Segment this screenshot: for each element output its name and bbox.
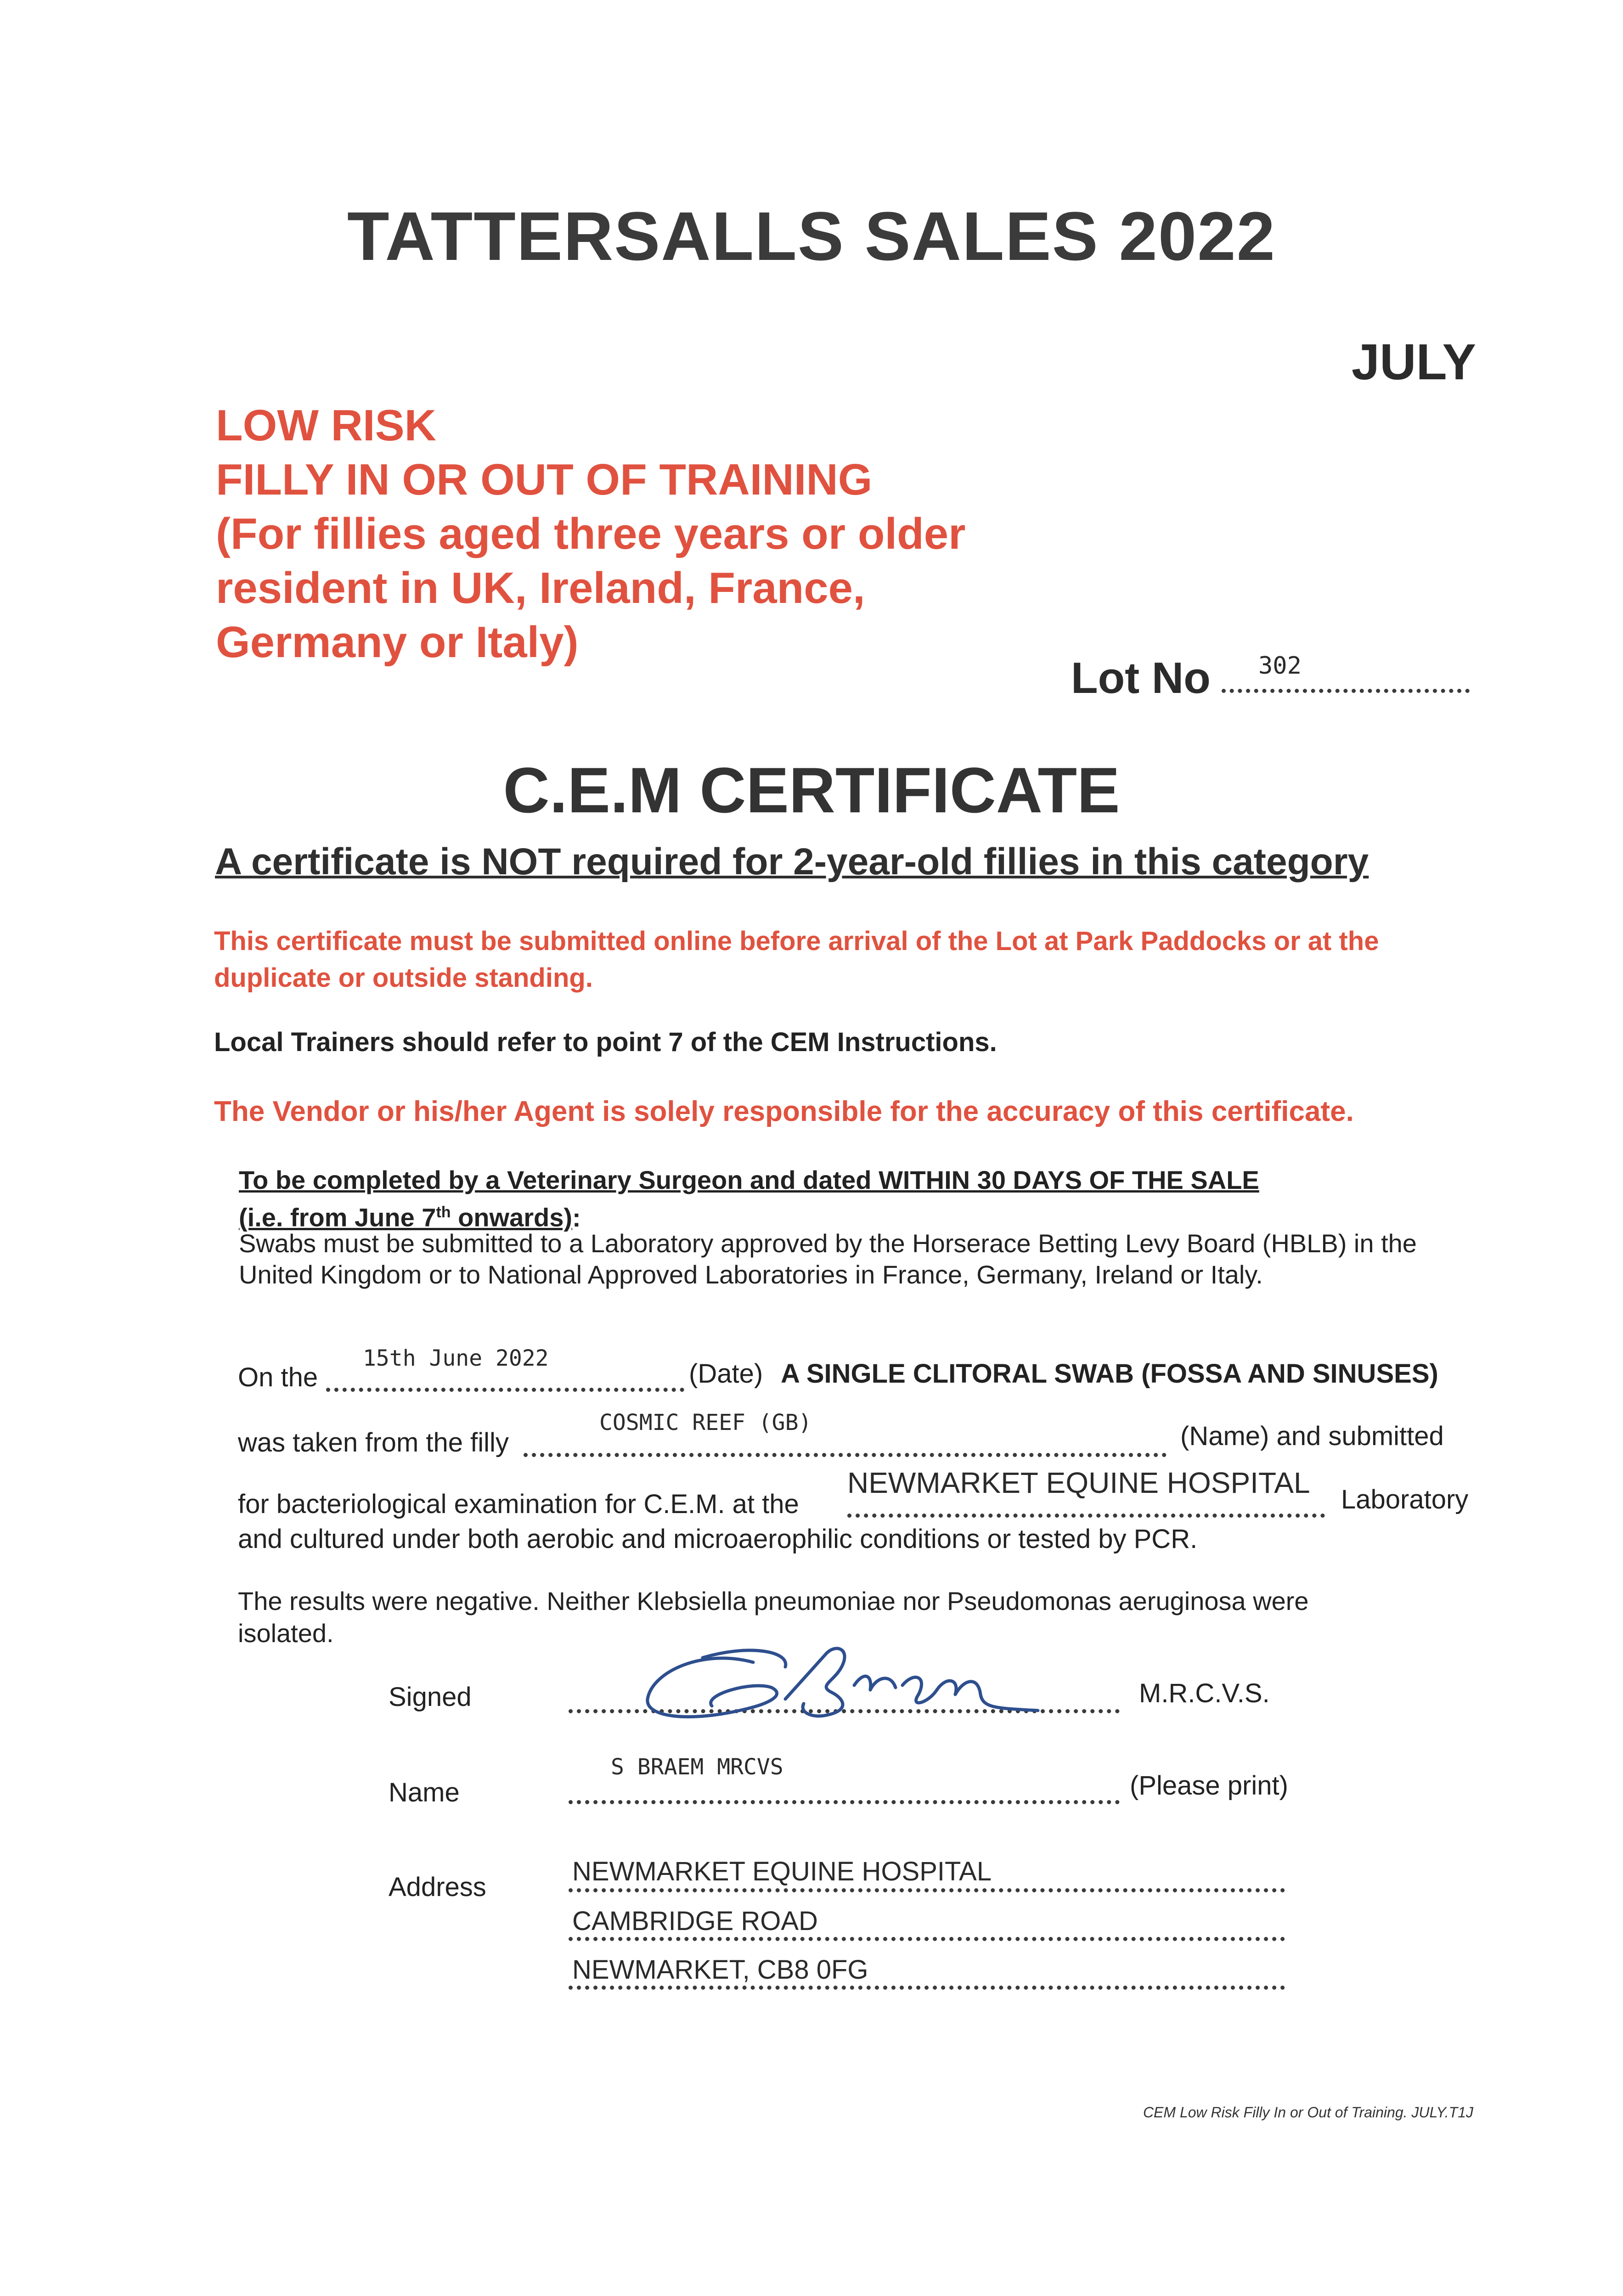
sale-month: JULY (1351, 334, 1476, 390)
results-statement: The results were negative. Neither Klebsiella pneumoniae nor Pseudomonas aeruginosa were isolated. (238, 1587, 1309, 1648)
mrcvs-label: M.R.C.V.S. (1139, 1678, 1270, 1708)
category-block (216, 399, 1226, 670)
address-line-2: CAMBRIDGE ROAD (572, 1906, 818, 1936)
not-required-notice: A certificate is NOT required for 2-year-old fillies in this category (215, 841, 1369, 883)
signed-label: Signed (389, 1682, 472, 1712)
handwritten-signature (634, 1630, 1047, 1731)
name-suffix-label: (Name) and submitted (1180, 1421, 1444, 1451)
vet-name-value: S BRAEM MRCVS (611, 1754, 783, 1780)
certificate-title: C.E.M CERTIFICATE (503, 754, 1120, 826)
on-the-label: On the (238, 1362, 318, 1392)
date-dotted-line (326, 1388, 684, 1392)
online-submission-note: This certificate must be submitted online before arrival of the Lot at Park Paddocks or at the duplicate or outside standing. (214, 926, 1379, 993)
swab-type-text: A SINGLE CLITORAL SWAB (FOSSA AND SINUSES) (781, 1359, 1438, 1389)
address-dotted-line-2 (569, 1937, 1285, 1941)
swabs-instructions: Swabs must be submitted to a Laboratory approved by the Horserace Betting Levy Board (HBLB) in the United Kingdom or to National Approved Laboratories in France, Germany, Ireland or Italy. (239, 1229, 1417, 1289)
laboratory-name-value: NEWMARKET EQUINE HOSPITAL (847, 1466, 1310, 1499)
address-line-1: NEWMARKET EQUINE HOSPITAL (572, 1857, 992, 1886)
swab-date-value: 15th June 2022 (363, 1345, 549, 1371)
date-suffix-label: (Date) (689, 1359, 763, 1389)
filly-name-dotted-line (524, 1453, 1167, 1457)
local-trainers-note: Local Trainers should refer to point 7 of the CEM Instructions. (214, 1027, 997, 1057)
taken-from-label: was taken from the filly (238, 1428, 509, 1458)
cultured-conditions-text: and cultured under both aerobic and microaerophilic conditions or tested by PCR. (238, 1524, 1198, 1554)
vet-heading-line-1: To be completed by a Veterinary Surgeon and dated WITHIN 30 DAYS OF THE SALE (239, 1165, 1259, 1194)
category-line: resident in UK, Ireland, France, (216, 563, 865, 613)
vet-instructions-heading (239, 1164, 1259, 1234)
lot-number-label: Lot No (1071, 653, 1211, 703)
examination-label: for bacteriological examination for C.E.M. at the (238, 1489, 799, 1519)
laboratory-dotted-line (847, 1514, 1325, 1518)
category-line: LOW RISK (216, 401, 436, 450)
filly-name-value: COSMIC REEF (GB) (599, 1410, 812, 1435)
vendor-responsibility-note: The Vendor or his/her Agent is solely responsible for the accuracy of this certificate. (214, 1096, 1354, 1127)
address-dotted-line-1 (569, 1888, 1285, 1892)
lot-number-value: 302 (1258, 652, 1302, 680)
address-label: Address (389, 1872, 486, 1902)
category-line: Germany or Italy) (216, 618, 579, 667)
laboratory-suffix-label: Laboratory (1341, 1485, 1469, 1514)
category-line: FILLY IN OR OUT OF TRAINING (216, 455, 873, 504)
document-title: TATTERSALLS SALES 2022 (347, 197, 1276, 275)
please-print-note: (Please print) (1130, 1771, 1288, 1801)
category-line: (For fillies aged three years or older (216, 509, 966, 558)
address-dotted-line-3 (569, 1986, 1285, 1990)
address-line-3: NEWMARKET, CB8 0FG (572, 1955, 868, 1985)
vet-name-label: Name (389, 1778, 460, 1807)
vet-heading-line-2: (i.e. from June 7th onwards): (239, 1203, 581, 1232)
vet-name-dotted-line (569, 1800, 1120, 1804)
footer-form-reference: CEM Low Risk Filly In or Out of Training. JULY.T1J (1143, 2104, 1473, 2121)
lot-number-dotted-line (1222, 689, 1470, 693)
